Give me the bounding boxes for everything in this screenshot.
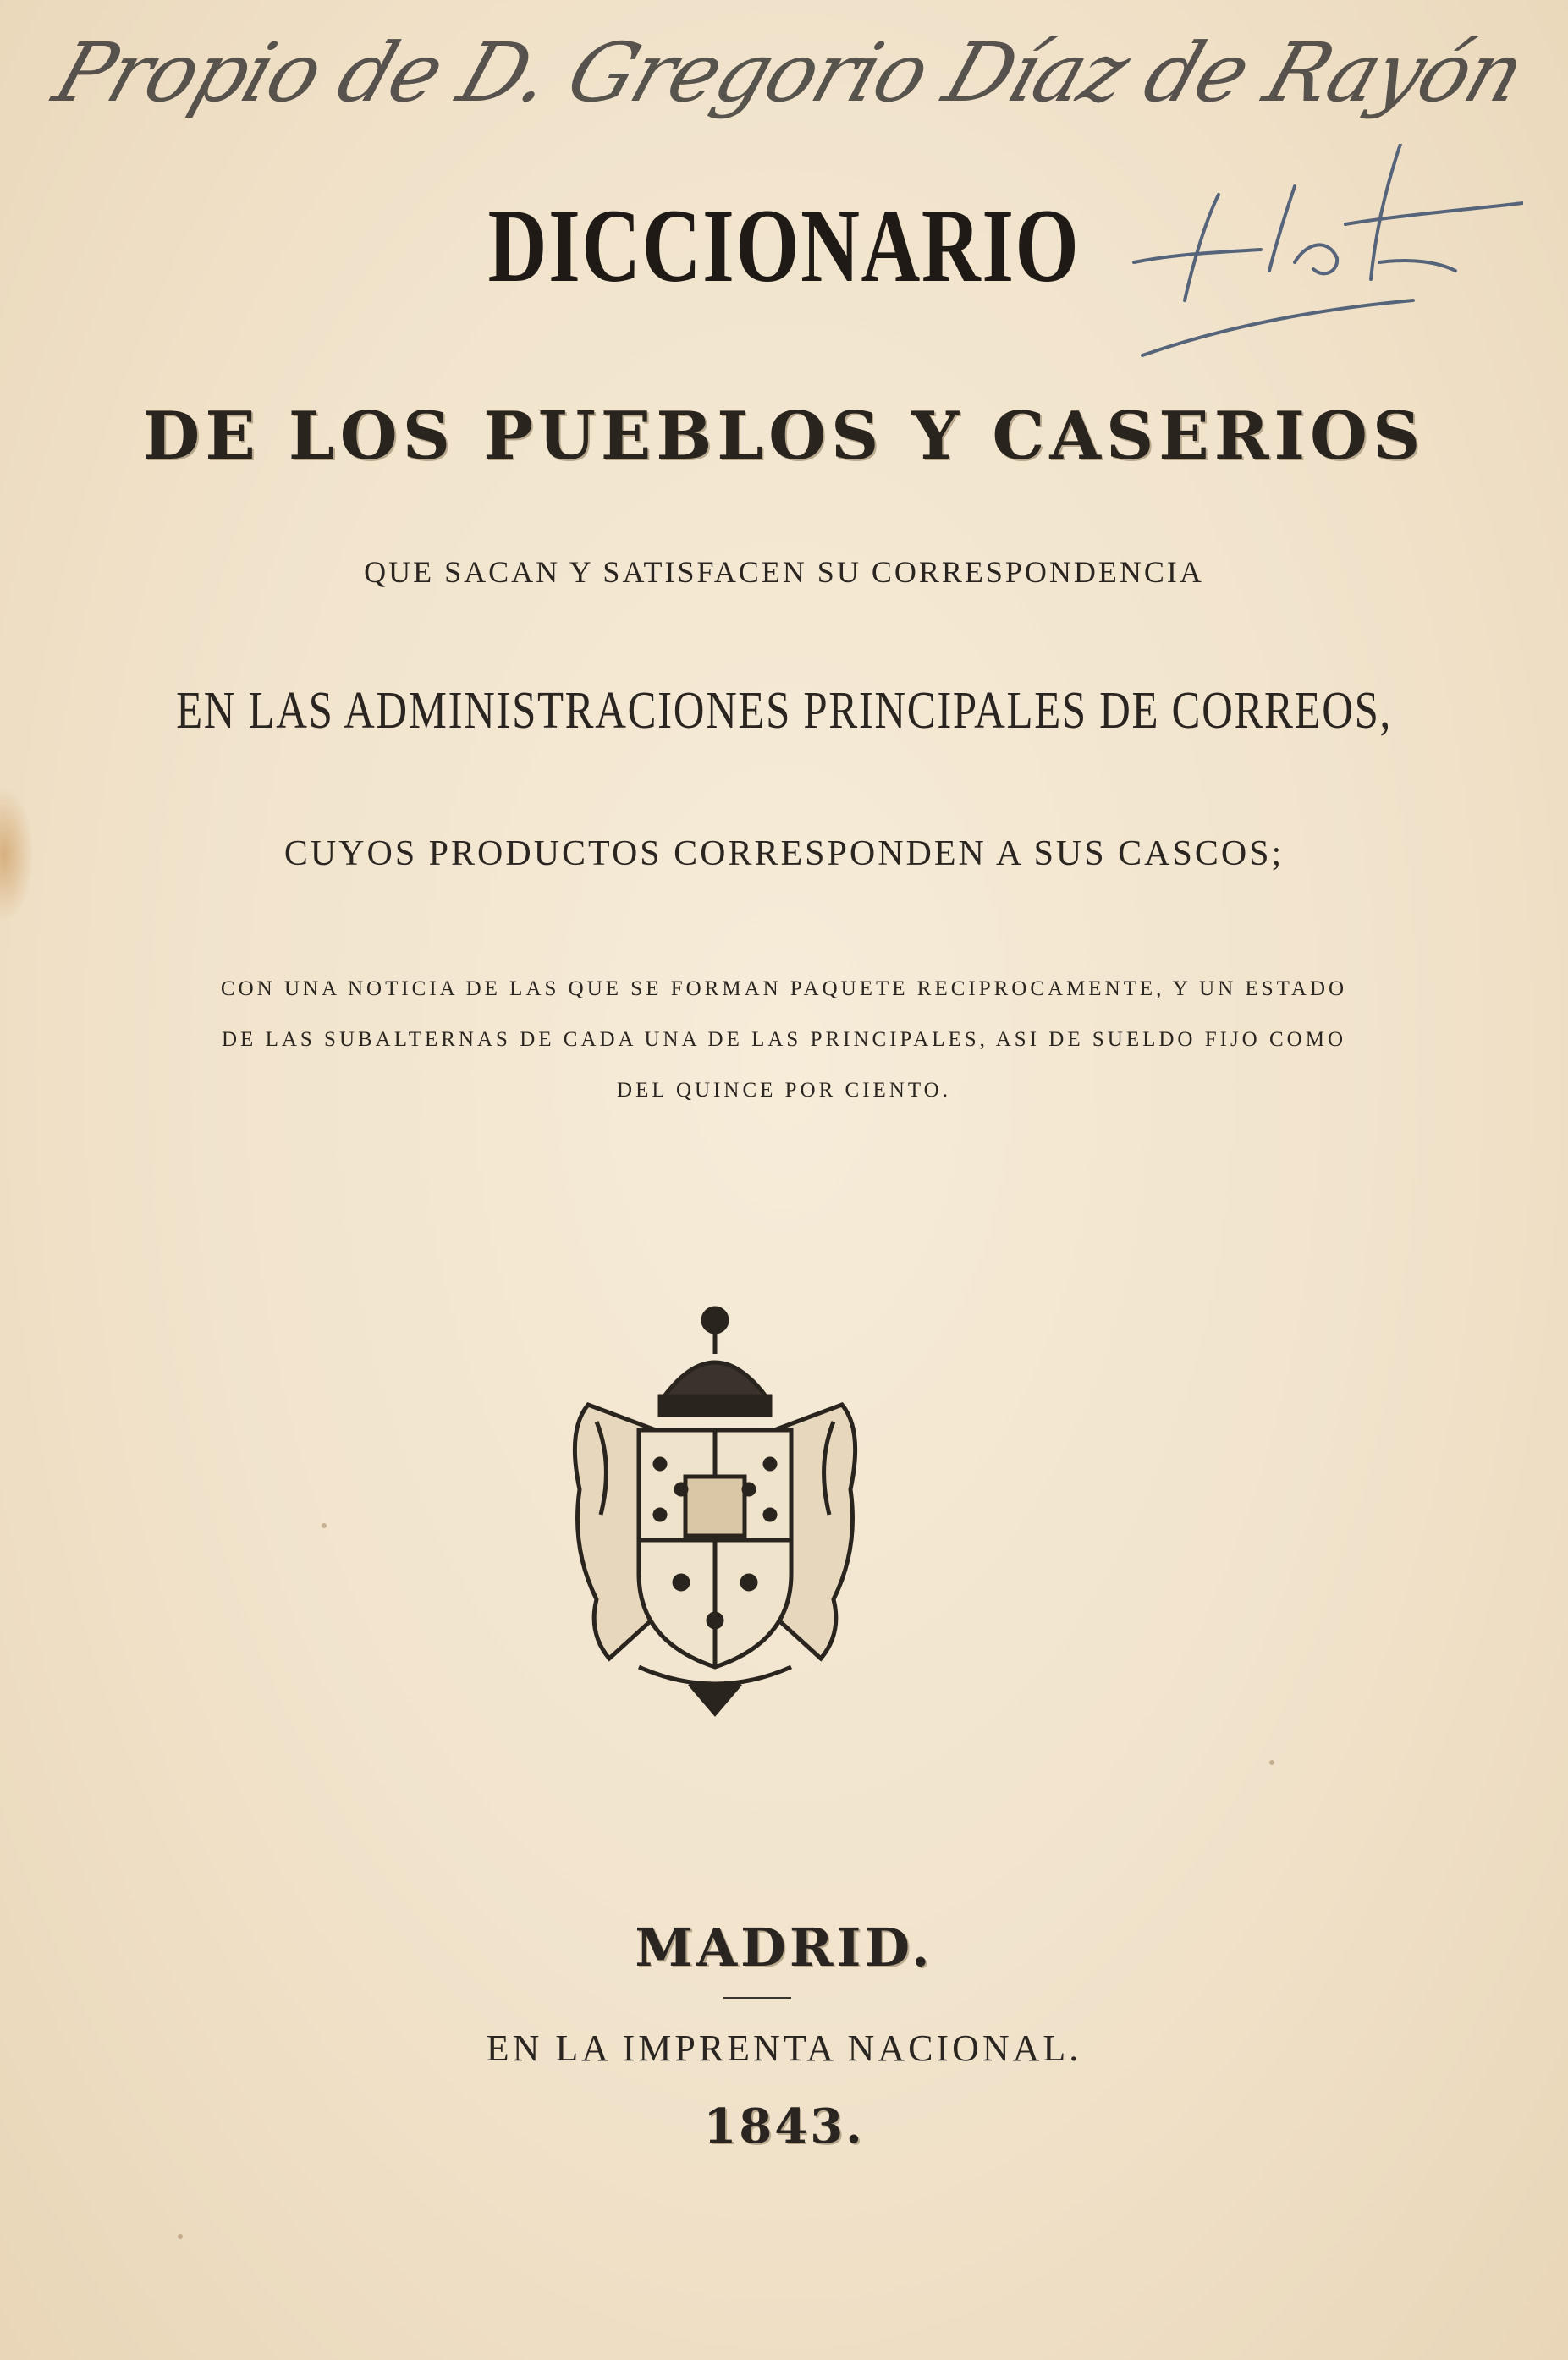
notice-line-1: CON UNA NOTICIA DE LAS QUE SE FORMAN PAQUETE RECIPROCAMENTE, Y UN ESTADO bbox=[220, 977, 1348, 1000]
subtitle-line-1: QUE SACAN Y SATISFACEN SU CORRESPONDENCIA bbox=[364, 555, 1204, 589]
royal-coat-of-arms-icon bbox=[563, 1295, 867, 1718]
handwritten-inscription: Propio de D. Gregorio Díaz de Rayón bbox=[43, 25, 1535, 120]
book-title: DICCIONARIO bbox=[487, 188, 1081, 304]
notice-line-2: DE LAS SUBALTERNAS DE CADA UNA DE LAS PRINCIPALES, ASI DE SUELDO FIJO COMO bbox=[222, 1028, 1346, 1051]
paper-speck bbox=[178, 2234, 183, 2239]
paper-speck bbox=[322, 1523, 327, 1528]
printer-line: EN LA IMPRENTA NACIONAL. bbox=[486, 2027, 1082, 2069]
divider bbox=[723, 1997, 791, 1999]
subtitle-line-2: EN LAS ADMINISTRACIONES PRINCIPALES DE CORREOS, bbox=[176, 682, 1392, 740]
publication-year: 1843. bbox=[703, 2099, 865, 2154]
notice-line-3: DEL QUINCE POR CIENTO. bbox=[617, 1079, 951, 1102]
ornate-subtitle: DE LOS PUEBLOS Y CASERIOS bbox=[142, 398, 1426, 475]
subtitle-line-3: CUYOS PRODUCTOS CORRESPONDEN A SUS CASCOS; bbox=[283, 834, 1285, 873]
publication-place: MADRID. bbox=[635, 1917, 933, 1978]
paper-speck bbox=[1269, 1760, 1274, 1765]
